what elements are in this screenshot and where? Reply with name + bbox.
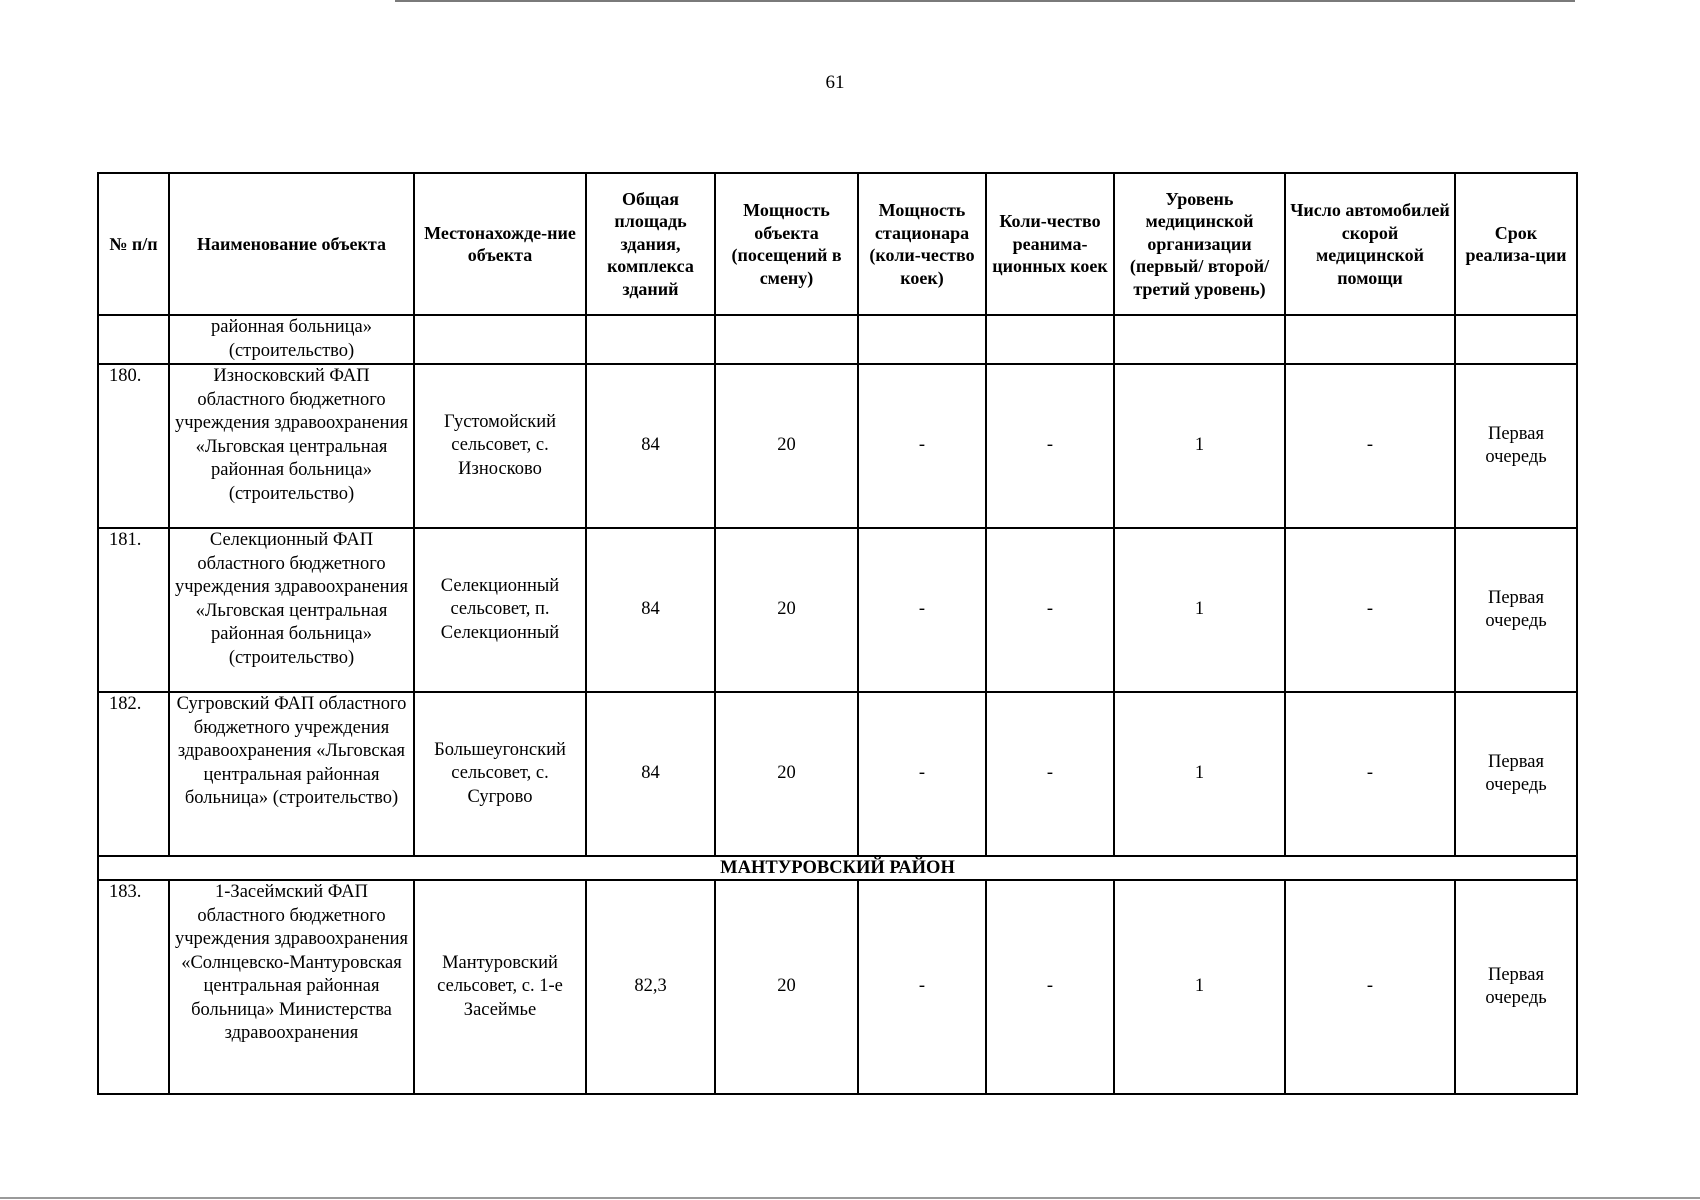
table-row [98, 528, 1577, 692]
object-icu-beds: - [986, 364, 1114, 528]
object-ambulances: - [1285, 692, 1455, 856]
object-beds: - [858, 692, 986, 856]
object-capacity: 20 [715, 364, 858, 528]
object-name: Износковский ФАП областного бюджетного учреждения здравоохранения «Льговская центральная районная больница» (строительство) [169, 364, 414, 528]
row-number [98, 315, 169, 364]
header-cell: № п/п [98, 173, 169, 315]
object-level: 1 [1114, 364, 1285, 528]
header-cell: Мощность стационара (коли-чество коек) [858, 173, 986, 315]
row-number: 183. [98, 880, 169, 1094]
header-cell: Срок реализа-ции [1455, 173, 1577, 315]
object-name: 1-Засеймский ФАП областного бюджетного учреждения здравоохранения «Солнцевско-Мантуровская центральная районная больница» Министерства здравоохранения [169, 880, 414, 1094]
object-ambulances [1285, 315, 1455, 364]
object-area: 82,3 [586, 880, 715, 1094]
object-ambulances: - [1285, 364, 1455, 528]
table-row [98, 692, 1577, 856]
table-row-continuation [98, 315, 1577, 364]
header-cell: Мощность объекта (посещений в смену) [715, 173, 858, 315]
object-capacity: 20 [715, 880, 858, 1094]
header-cell: Общая площадь здания, комплекса зданий [586, 173, 715, 315]
object-ambulances: - [1285, 528, 1455, 692]
row-number: 180. [98, 364, 169, 528]
object-icu-beds [986, 315, 1114, 364]
object-location: Мантуровский сельсовет, с. 1-е Засеймье [414, 880, 586, 1094]
object-name: Селекционный ФАП областного бюджетного учреждения здравоохранения «Льговская центральная районная больница» (строительство) [169, 528, 414, 692]
section-title: МАНТУРОВСКИЙ РАЙОН [98, 856, 1577, 880]
object-level [1114, 315, 1285, 364]
object-location: Густомойский сельсовет, с. Износково [414, 364, 586, 528]
object-icu-beds: - [986, 692, 1114, 856]
page-number: 61 [825, 72, 845, 93]
object-icu-beds: - [986, 528, 1114, 692]
object-icu-beds: - [986, 880, 1114, 1094]
header-cell: Наименование объекта [169, 173, 414, 315]
top-scan-edge [395, 0, 1575, 2]
object-area: 84 [586, 364, 715, 528]
section-header-row [98, 856, 1577, 880]
object-beds: - [858, 364, 986, 528]
header-cell: Местонахожде-ние объекта [414, 173, 586, 315]
object-name: районная больница» (строительство) [169, 315, 414, 364]
object-ambulances: - [1285, 880, 1455, 1094]
object-location [414, 315, 586, 364]
object-location: Селекционный сельсовет, п. Селекционный [414, 528, 586, 692]
bottom-scan-edge [0, 1197, 1700, 1199]
object-level: 1 [1114, 528, 1285, 692]
table-row [98, 364, 1577, 528]
object-capacity: 20 [715, 528, 858, 692]
table-header-row [98, 173, 1577, 315]
object-term: Первая очередь [1455, 364, 1577, 528]
object-beds: - [858, 528, 986, 692]
object-capacity [715, 315, 858, 364]
object-term: Первая очередь [1455, 692, 1577, 856]
object-term [1455, 315, 1577, 364]
row-number: 182. [98, 692, 169, 856]
object-area: 84 [586, 528, 715, 692]
object-term: Первая очередь [1455, 528, 1577, 692]
facilities-table [97, 172, 1578, 1095]
object-beds [858, 315, 986, 364]
header-cell: Коли-чество реанима-ционных коек [986, 173, 1114, 315]
header-cell: Уровень медицинской организации (первый/ второй/ третий уровень) [1114, 173, 1285, 315]
object-capacity: 20 [715, 692, 858, 856]
header-cell: Число автомобилей скорой медицинской помощи [1285, 173, 1455, 315]
object-location: Большеугонский сельсовет, с. Сугрово [414, 692, 586, 856]
object-area: 84 [586, 692, 715, 856]
object-term: Первая очередь [1455, 880, 1577, 1094]
row-number: 181. [98, 528, 169, 692]
table-row [98, 880, 1577, 1094]
object-area [586, 315, 715, 364]
object-level: 1 [1114, 692, 1285, 856]
object-beds: - [858, 880, 986, 1094]
object-level: 1 [1114, 880, 1285, 1094]
object-name: Сугровский ФАП областного бюджетного учреждения здравоохранения «Льговская центральная районная больница» (строительство) [169, 692, 414, 856]
